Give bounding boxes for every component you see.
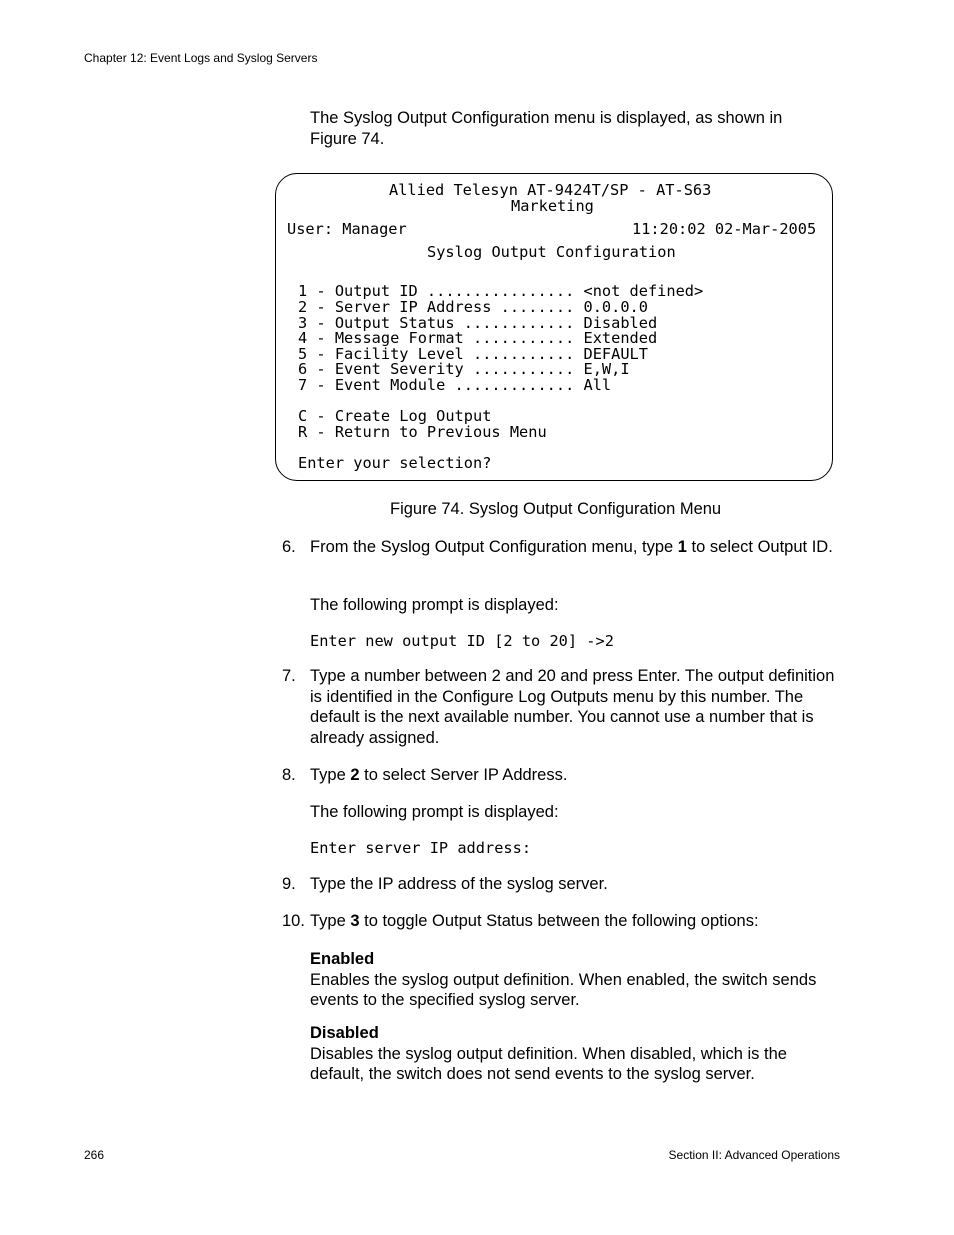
screen-user: User: Manager [287, 220, 407, 238]
option-term: Disabled [310, 1024, 379, 1042]
prompt-note: The following prompt is displayed: [310, 596, 559, 614]
menu-item: 4 - Message Format ........... Extended [298, 329, 658, 347]
step-text: From the Syslog Output Configuration menu, type 1 to select Output ID. [310, 538, 833, 556]
menu-command: C - Create Log Output [298, 407, 492, 425]
step-number: 9. [282, 875, 296, 893]
menu-command: R - Return to Previous Menu [298, 423, 547, 441]
menu-item: 7 - Event Module ............. All [298, 376, 612, 394]
prompt-code: Enter server IP address: [310, 839, 532, 857]
menu-item: 1 - Output ID ................ <not defined> [298, 282, 704, 300]
option-description: Disables the syslog output definition. When disabled, which is the default, the switch does not send events to the syslog server. [310, 1044, 787, 1083]
step-text: Type a number between 2 and 20 and press Enter. The output definition is identified in the Configure Log Outputs menu by this number. The default is the next available number. You cannot use a number that is already assigned. [310, 667, 835, 747]
step-text: Type 2 to select Server IP Address. [310, 766, 568, 784]
screen-title: Allied Telesyn AT-9424T/SP - AT-S63 [389, 181, 712, 199]
prompt-note: The following prompt is displayed: [310, 803, 559, 821]
option-enabled [310, 949, 840, 1011]
step-number: 10. [282, 912, 305, 930]
option-disabled [310, 1023, 840, 1085]
step-text: Type 3 to toggle Output Status between the following options: [310, 912, 759, 930]
step-number: 7. [282, 667, 296, 685]
screen-datetime: 11:20:02 02-Mar-2005 [632, 220, 817, 238]
step-text: Type the IP address of the syslog server. [310, 875, 608, 893]
prompt-code: Enter new output ID [2 to 20] ->2 [310, 632, 614, 650]
running-header: Chapter 12: Event Logs and Syslog Servers [84, 51, 318, 65]
step-number: 8. [282, 766, 296, 784]
option-term: Enabled [310, 950, 375, 968]
menu-item: 6 - Event Severity ........... E,W,I [298, 360, 630, 378]
screen-subtitle: Marketing [511, 197, 594, 215]
menu-item: 2 - Server IP Address ........ 0.0.0.0 [298, 298, 648, 316]
step-number: 6. [282, 538, 296, 556]
running-footer: Section II: Advanced Operations [668, 1148, 840, 1162]
page-number: 266 [84, 1148, 105, 1162]
menu-item: 3 - Output Status ............ Disabled [298, 314, 658, 332]
screen-menu-title: Syslog Output Configuration [427, 243, 676, 261]
screen-prompt: Enter your selection? [298, 454, 492, 472]
intro-paragraph: The Syslog Output Configuration menu is displayed, as shown in Figure 74. [310, 109, 783, 148]
menu-item: 5 - Facility Level ........... DEFAULT [298, 345, 648, 363]
terminal-screen-figure [275, 173, 833, 481]
option-description: Enables the syslog output definition. When enabled, the switch sends events to the specified syslog server. [310, 970, 817, 1009]
figure-caption: Figure 74. Syslog Output Configuration Menu [390, 500, 722, 518]
